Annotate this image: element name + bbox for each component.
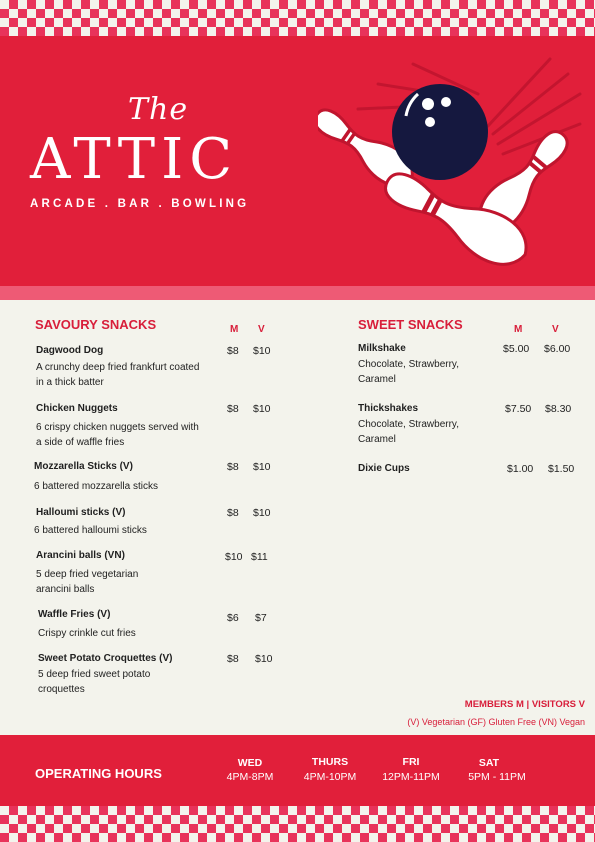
menu-item-desc: A crunchy deep fried frankfurt coated in a thick batter bbox=[36, 362, 200, 388]
price-visitor: $10 bbox=[255, 653, 273, 665]
menu-item-name: Chicken Nuggets bbox=[36, 403, 118, 414]
price-visitor: $6.00 bbox=[544, 343, 571, 355]
bowling-ball-icon bbox=[392, 84, 488, 180]
menu-item-desc: 6 battered halloumi sticks bbox=[34, 525, 147, 536]
menu-item-desc: 5 deep fried sweet potato croquettes bbox=[38, 669, 151, 695]
operating-hours-title: OPERATING HOURS bbox=[35, 766, 162, 781]
hours-time: 4PM-8PM bbox=[226, 771, 274, 783]
hours-day: SAT bbox=[478, 757, 500, 769]
price-visitor: $7 bbox=[255, 612, 267, 624]
checkered-border-bottom bbox=[0, 806, 595, 842]
price-member: $8 bbox=[227, 461, 239, 473]
menu-item-name: Halloumi sticks (V) bbox=[36, 507, 126, 518]
price-member: $8 bbox=[227, 653, 239, 665]
header-stripe bbox=[0, 286, 595, 300]
menu-item-name: Mozzarella Sticks (V) bbox=[34, 461, 133, 472]
logo-tagline: ARCADE . BAR . BOWLING bbox=[30, 198, 250, 210]
price-member: $7.50 bbox=[505, 403, 532, 415]
price-visitor: $8.30 bbox=[545, 403, 572, 415]
price-member: $8 bbox=[227, 507, 239, 519]
price-visitor: $10 bbox=[253, 461, 271, 473]
price-visitor: $10 bbox=[253, 345, 271, 357]
pricing-legend: MEMBERS M | VISITORS V bbox=[464, 699, 585, 710]
hours-day: THURS bbox=[311, 756, 349, 768]
savoury-col-members: M bbox=[230, 324, 239, 335]
price-member: $8 bbox=[227, 403, 239, 415]
sweet-col-members: M bbox=[514, 324, 523, 335]
hours-time: 5PM - 11PM bbox=[468, 771, 526, 783]
menu-item-desc: 6 crispy chicken nuggets served with a side of waffle fries bbox=[36, 422, 199, 448]
savoury-col-visitors: V bbox=[258, 324, 265, 335]
sweet-col-visitors: V bbox=[552, 324, 559, 335]
price-member: $6 bbox=[227, 612, 239, 624]
hours-time: 4PM-10PM bbox=[303, 771, 357, 783]
price-member: $8 bbox=[227, 345, 239, 357]
menu-item-desc: Crispy crinkle cut fries bbox=[38, 628, 136, 639]
menu-item-name: Waffle Fries (V) bbox=[38, 609, 111, 620]
menu-item-name: Milkshake bbox=[358, 343, 406, 354]
price-visitor: $10 bbox=[253, 507, 271, 519]
menu-item-desc: 6 battered mozzarella sticks bbox=[34, 481, 158, 492]
menu-item-desc: Chocolate, Strawberry, Caramel bbox=[358, 359, 459, 385]
menu-item-name: Arancini balls (VN) bbox=[36, 550, 125, 561]
sweet-section-title: SWEET SNACKS bbox=[358, 317, 463, 332]
savoury-section-title: SAVOURY SNACKS bbox=[35, 317, 157, 332]
menu-item-name: Dixie Cups bbox=[358, 463, 410, 474]
menu-item-name: Dagwood Dog bbox=[36, 345, 104, 356]
logo-the: The bbox=[128, 92, 189, 127]
price-member: $5.00 bbox=[503, 343, 530, 355]
checkered-border-top bbox=[0, 0, 595, 36]
logo-title: ATTIC bbox=[30, 127, 239, 192]
menu-item-desc: Chocolate, Strawberry, Caramel bbox=[358, 419, 459, 445]
price-member: $10 bbox=[225, 551, 243, 563]
hours-time: 12PM-11PM bbox=[382, 771, 440, 783]
dietary-legend: (V) Vegetarian (GF) Gluten Free (VN) Vegan bbox=[407, 717, 585, 727]
menu-item-desc: 5 deep fried vegetarian arancini balls bbox=[36, 569, 139, 595]
hours-day: WED bbox=[237, 757, 263, 769]
bowling-illustration bbox=[318, 54, 588, 286]
price-visitor: $11 bbox=[251, 551, 268, 563]
menu-item-name: Sweet Potato Croquettes (V) bbox=[38, 653, 173, 664]
price-visitor: $1.50 bbox=[548, 463, 575, 475]
hours-day: FRI bbox=[402, 756, 420, 768]
price-visitor: $10 bbox=[253, 403, 271, 415]
menu-item-name: Thickshakes bbox=[358, 403, 419, 414]
price-member: $1.00 bbox=[507, 463, 534, 475]
